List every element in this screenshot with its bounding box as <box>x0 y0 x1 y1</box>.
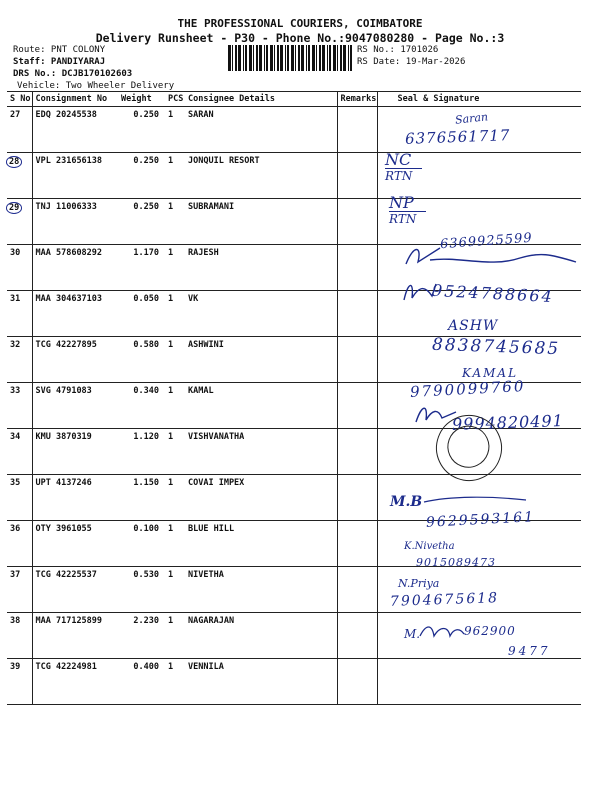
row-remarks <box>337 383 377 429</box>
row-sno-text: 35 <box>10 478 21 488</box>
row-weight-text: 0.100 <box>133 524 159 534</box>
staff-label: Staff: PANDIYARAJ <box>13 57 106 67</box>
row-remarks <box>337 659 377 705</box>
row-weight-text: 0.250 <box>133 156 159 166</box>
row-weight-text: 0.050 <box>133 294 159 304</box>
row-consignment-text: MAA 717125899 <box>35 616 103 626</box>
phone-row39a: 962900 <box>464 624 516 638</box>
row-pcs-text: 1 <box>168 202 174 212</box>
row-consignment-text: TNJ 11006333 <box>35 202 97 212</box>
row-pcs <box>165 245 185 291</box>
row-weight <box>118 475 165 521</box>
drs-label: DRS No.: DCJB170102603 <box>13 69 133 79</box>
row-consignment-text: TCG 42225537 <box>35 570 97 580</box>
row-sno-text: 27 <box>10 110 21 120</box>
row-consignment <box>32 291 118 337</box>
row-sno <box>7 613 32 659</box>
row-consignee <box>185 521 337 567</box>
row-sno-text: 34 <box>10 432 21 442</box>
row-weight-text: 2.230 <box>133 616 159 626</box>
row-consignee <box>185 199 337 245</box>
row-pcs-text: 1 <box>168 294 174 304</box>
row-consignee <box>185 107 337 153</box>
row-consignee <box>185 245 337 291</box>
row-weight-text: 0.400 <box>133 662 159 672</box>
row-pcs <box>165 291 185 337</box>
row-consignee-text: KAMAL <box>188 386 214 396</box>
row-weight <box>118 199 165 245</box>
row-pcs-text: 1 <box>168 156 174 166</box>
row-sno-text: 39 <box>10 662 21 672</box>
row-consignment <box>32 107 118 153</box>
phone-row27: 6376561717 <box>404 126 511 148</box>
route-label: Route: PNT COLONY <box>13 45 106 55</box>
row-sno <box>7 521 32 567</box>
row-weight <box>118 245 165 291</box>
row-remarks <box>337 291 377 337</box>
row-weight <box>118 567 165 613</box>
row-consignee-text: SUBRAMANI <box>188 202 235 212</box>
row-consignment <box>32 383 118 429</box>
row-remarks <box>337 337 377 383</box>
row-consignment-text: MAA 578608292 <box>35 248 103 258</box>
row-remarks <box>337 567 377 613</box>
row-pcs-text: 1 <box>168 616 174 626</box>
delivery-table <box>7 91 581 705</box>
row-consignee-text: VISHVANATHA <box>188 432 245 442</box>
row-consignment <box>32 659 118 705</box>
row-weight <box>118 659 165 705</box>
row-pcs <box>165 383 185 429</box>
col-weight: Weight <box>118 92 165 107</box>
row-remarks <box>337 521 377 567</box>
phone-row37: 9015089473 <box>416 556 496 569</box>
phone-row39b: 9477 <box>508 644 551 658</box>
row-pcs <box>165 659 185 705</box>
row-pcs <box>165 475 185 521</box>
row-remarks <box>337 475 377 521</box>
row-consignment <box>32 245 118 291</box>
row-consignment-text: OTY 3961055 <box>35 524 92 534</box>
row-consignment-text: MAA 304637103 <box>35 294 103 304</box>
row-sno-text: 31 <box>10 294 21 304</box>
row-weight <box>118 613 165 659</box>
row-sno <box>7 383 32 429</box>
row-consignment-text: EDQ 20245538 <box>35 110 97 120</box>
col-pcs: PCS <box>165 92 185 107</box>
row-weight-text: 0.580 <box>133 340 159 350</box>
row-consignment <box>32 199 118 245</box>
row-sno <box>7 291 32 337</box>
row-weight-text: 1.150 <box>133 478 159 488</box>
table-row <box>7 659 581 705</box>
row-consignment-text: SVG 4791083 <box>35 386 92 396</box>
row-consignment <box>32 521 118 567</box>
row-weight <box>118 521 165 567</box>
barcode-icon <box>228 45 354 71</box>
row-weight-text: 1.120 <box>133 432 159 442</box>
row-consignee-text: RAJESH <box>188 248 219 258</box>
row-sno <box>7 475 32 521</box>
row-weight-text: 0.250 <box>133 202 159 212</box>
row-weight <box>118 429 165 475</box>
signature-mb: M.B <box>390 494 423 510</box>
vehicle-label: Vehicle: Two Wheeler Delivery <box>17 81 175 91</box>
row-consignee-text: ASHWINI <box>188 340 224 350</box>
row-signature <box>377 659 581 705</box>
signature-vennila: M. <box>404 627 421 641</box>
row-pcs-text: 1 <box>168 432 174 442</box>
row-sno-text: 36 <box>10 524 21 534</box>
row-pcs <box>165 521 185 567</box>
row-consignee-text: VENNILA <box>188 662 224 672</box>
row-pcs <box>165 567 185 613</box>
row-consignee <box>185 567 337 613</box>
table-header <box>7 92 581 107</box>
signature-priya: N.Priya <box>398 577 440 590</box>
row-pcs <box>165 337 185 383</box>
row-consignee-text: SARAN <box>188 110 214 120</box>
row-consignment <box>32 337 118 383</box>
row-consignee-text: NIVETHA <box>188 570 224 580</box>
row-consignee <box>185 337 337 383</box>
col-sno: S No <box>7 92 32 107</box>
row-pcs-text: 1 <box>168 478 174 488</box>
signature-rajesh <box>400 238 580 274</box>
row-weight <box>118 153 165 199</box>
signature-mb-stroke <box>420 494 530 508</box>
row-sno-text: 29 <box>6 202 22 214</box>
signature-nivetha: K.Nivetha <box>404 541 455 552</box>
row-sno-text: 32 <box>10 340 21 350</box>
row-weight <box>118 383 165 429</box>
row-sno <box>7 153 32 199</box>
remark-nc: NC <box>385 150 412 169</box>
remark-rtn-28: RTN <box>385 168 422 183</box>
row-consignment-text: UPT 4137246 <box>35 478 92 488</box>
row-sno-text: 37 <box>10 570 21 580</box>
phone-row31: 9524788664 <box>431 280 555 307</box>
row-sno <box>7 199 32 245</box>
phone-row34: 9994820491 <box>451 411 565 434</box>
row-sno-text: 38 <box>10 616 21 626</box>
row-remarks <box>337 613 377 659</box>
row-pcs <box>165 153 185 199</box>
row-consignee <box>185 475 337 521</box>
remark-rtn-29: RTN <box>389 211 426 226</box>
row-remarks <box>337 153 377 199</box>
row-sno <box>7 567 32 613</box>
row-consignee-text: COVAI IMPEX <box>188 478 245 488</box>
row-consignment <box>32 613 118 659</box>
row-pcs-text: 1 <box>168 110 174 120</box>
row-remarks <box>337 107 377 153</box>
row-consignee-text: NAGARAJAN <box>188 616 235 626</box>
row-consignee <box>185 153 337 199</box>
row-sno-text: 28 <box>6 156 22 168</box>
row-consignee <box>185 613 337 659</box>
row-weight-text: 0.250 <box>133 110 159 120</box>
row-consignment <box>32 567 118 613</box>
phone-row30: 6369925599 <box>439 230 534 253</box>
signature-vennila-stroke <box>418 622 466 644</box>
col-consignment: Consignment No <box>32 92 118 107</box>
phone-row33: 9790099760 <box>409 376 526 402</box>
col-signature: Seal & Signature <box>377 92 581 107</box>
row-sno <box>7 659 32 705</box>
signature-saran: Saran <box>454 110 489 127</box>
row-sno <box>7 107 32 153</box>
row-consignee <box>185 659 337 705</box>
row-weight-text: 1.170 <box>133 248 159 258</box>
signature-kamal: KAMAL <box>462 366 519 380</box>
phone-row32: 8838745685 <box>431 334 561 360</box>
row-remarks <box>337 429 377 475</box>
row-pcs <box>165 613 185 659</box>
row-pcs-text: 1 <box>168 662 174 672</box>
rs-date: RS Date: 19-Mar-2026 <box>357 57 466 67</box>
row-sno-text: 33 <box>10 386 21 396</box>
row-pcs-text: 1 <box>168 386 174 396</box>
row-consignment-text: KMU 3870319 <box>35 432 92 442</box>
row-weight-text: 0.530 <box>133 570 159 580</box>
row-weight <box>118 291 165 337</box>
row-pcs-text: 1 <box>168 524 174 534</box>
row-consignment-text: VPL 231656138 <box>35 156 103 166</box>
row-consignment-text: TCG 42224981 <box>35 662 97 672</box>
row-sno <box>7 429 32 475</box>
runsheet-subtitle: Delivery Runsheet - P30 - Phone No.:9047080280 - Page No.:3 <box>95 31 505 45</box>
row-consignee-text: JONQUIL RESORT <box>188 156 260 166</box>
company-title: THE PROFESSIONAL COURIERS, COIMBATORE <box>177 17 423 30</box>
row-pcs-text: 1 <box>168 340 174 350</box>
row-consignment <box>32 429 118 475</box>
row-pcs <box>165 107 185 153</box>
row-weight-text: 0.340 <box>133 386 159 396</box>
row-consignment-text: TCG 42227895 <box>35 340 97 350</box>
row-consignee-text: VK <box>188 294 199 304</box>
table-row <box>7 153 581 199</box>
row-consignee <box>185 429 337 475</box>
phone-row36: 9629593161 <box>425 509 536 531</box>
row-weight <box>118 337 165 383</box>
row-consignee <box>185 291 337 337</box>
row-weight <box>118 107 165 153</box>
col-remarks: Remarks <box>337 92 377 107</box>
row-remarks <box>337 199 377 245</box>
row-pcs <box>165 429 185 475</box>
row-consignment <box>32 475 118 521</box>
row-pcs-text: 1 <box>168 248 174 258</box>
row-remarks <box>337 245 377 291</box>
row-consignee-text: BLUE HILL <box>188 524 235 534</box>
signature-ashw: ASHW <box>448 318 499 334</box>
row-sno <box>7 245 32 291</box>
row-consignment <box>32 153 118 199</box>
remark-np: NP <box>389 193 414 212</box>
row-sno-text: 30 <box>10 248 21 258</box>
row-consignee <box>185 383 337 429</box>
rs-number: RS No.: 1701026 <box>357 45 439 55</box>
row-pcs <box>165 199 185 245</box>
phone-row38: 7904675618 <box>389 590 500 610</box>
row-sno <box>7 337 32 383</box>
row-pcs-text: 1 <box>168 570 174 580</box>
col-consignee: Consignee Details <box>185 92 337 107</box>
